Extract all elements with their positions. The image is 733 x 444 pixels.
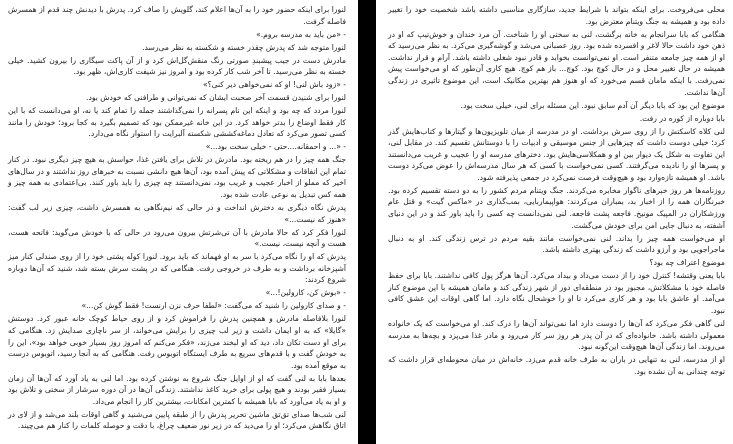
paragraph: لنورا بلافاصله مادرش و همچنین پدرش را فراموش کرد و از روی حیاط کوچک خانه عبور کرد. دوستش «گایلا» که به او ایمان داشت و زیر لب چیزی را برایش می‌خواند، از سر ناچاری صدایش زد. هنگامی که برای او دست تکان داد، دید که او لبخند می‌زند، «فکر می‌کنم که امروز روز بسیار خوبی خواهد بود»، این را به خودش گفت و با قدم‌های سریع به طرف ایستگاه اتوبوس رفت. هنگامی که به آنجا رسید، اتوبوس درست به موقع آمده بود.: [8, 314, 346, 370]
paragraph: روزنامه‌ها هر روز خبرهای ناگوار مخابره می‌کردند. جنگ ویتنام مردم کشور را به دو دسته تقسیم کرده بود. خبرنگاران همه را از اخبار بد، بمباران می‌کردند: هواپیماربایی، بمب‌گذاری در «ماکس گیت» و قتل عام ورزشکاران در المپیک مونیخ. فاجعه پشت فاجعه. لنی نمی‌دانست چه کسی را باید باور کند و در این دنیای آشفته، به دنبال جایی امن برای خودش می‌گشت.: [388, 185, 725, 230]
right-page: [376, 0, 733, 444]
paragraph: لنورا برای اینکه حضور خود را به آن‌ها اعلام کند، گلویش را صاف کرد. پدرش با دیدنش چند قدم از همسرش فاصله گرفت.: [8, 5, 346, 26]
paragraph: - «بوش کن، کارولین!...»: [265, 288, 346, 298]
paragraph: بابا یعنی وقتشه! کنترل خود را از دست می‌داد و بیداد می‌کرد. آن‌ها هرگز پول کافی نداشتند. بابا برای حفظ فاصله خود با مشکلاتش، مجبور بود در منطقه‌ای دور از شهر زندگی کند و مامان همیشه با این موضوع کنار می‌آمد. او عاشق بابا بود و هر کاری می‌کرد تا او را خوشحال نگاه دارد. اما گاهی اوقات این عشق کافی نبود.: [388, 271, 725, 315]
book-gutter: [358, 0, 376, 444]
paragraph: لنورا مردد که چه بود و اینکه این نام پسرانه را نمی‌گذاشتند جمله را تمام کند یا نه، او می‌دانست که با این کار فقط اوضاع را بدتر خواهد کرد. در این خانه غیرممکن بود که تصمیم بگیرد به کجا برود؛ خودش را مانند کسی تصور می‌کرد که تعادل دماغه‌کششی شکسته آلبرایت را استوار نگاه می‌دارد.: [8, 106, 346, 139]
paragraph: بابا دوباره از کوره در رفت.: [639, 113, 725, 123]
paragraph: لنی کلاه کاسکتش را از روی سرش برداشت. او در مدرسه از میان تلویزیون‌ها و گیتارها و کتاب‌هایش گذر کرد؛ خیلی دوست داشت که چیزهایی از جنس موسیقی و ادبیات را با دوستانش تقسیم کند. در مقابل لنی، این تفاوت به شکل یک دیوار بین او و همکلاسی‌هایش بود. دخترهای مدرسه او را عجیب و غریب می‌دانستند و پسرها او را نادیده می‌گرفتند. کسی نمی‌خواست با کسی که هر سال مدرسه‌اش را عوض می‌کرد دوست باشد. او همیشه تازه‌وارد بود و هیچ‌وقت فرصت نمی‌کرد در جمعی پذیرفته شود.: [388, 126, 725, 182]
paragraph: لنی شب‌ها صدای تق‌تق ماشین تحریر پدرش را از طبقه پایین می‌شنید و گاهی اوقات بلند می‌شد و از لای در اتاق نگاهش می‌کرد؛ او را می‌دید که در زیر نور ضعیف چراغ، با دقت و حوصله کلمات را کنار هم می‌چیند.: [8, 409, 346, 431]
paragraph: او می‌خواست همه چیز را بداند. لنی نمی‌خواست مانند بقیه مردم در ترس زندگی کند. او به دنبال ماجراجویی بود و آرزو داشت که زندگی بهتری داشته باشد.: [388, 233, 725, 255]
paragraph: - و صدای کارولین را شنید که می‌گفت: «لطفا حرف نزن ارنست! فقط گوش کن...»: [81, 301, 346, 311]
paragraph: پدرش نگاه دیگری به دخترش انداخت و در حالی که نیم‌نگاهی به همسرش داشت، چیزی زیر لب گفت: «هنوز که نیست...»: [8, 203, 346, 224]
paragraph: بعدها بابا به لنی گفت که او از اوایل جنگ شروع به نوشتن کرده بود. اما لنی به یاد آورد که آن‌ها آن زمان بسیار فقیر بودند و هیچ پولی برای خرید کاغذ نداشتند. زندگی آن‌ها در آن دوره سرشار از سختی و تلاش بود و او به یاد می‌آورد که بابا همیشه با کمترین امکانات، بیشترین کار را انجام می‌داد.: [8, 373, 346, 406]
paragraph: هنگامی که بابا سرانجام به خانه برگشت، لنی به سختی او را شناخت. آن مرد خندان و خوش‌تیپ که او در ذهن خود داشت حالا لاغر و افسرده شده بود. روز عصبانی می‌شد و گوشه‌گیری می‌کرد. به نظر می‌رسید که او از همه چیز جامعه متنفر است. او نمی‌توانست بخوابد و قادر نبود شغلی داشته باشد. آرام و قرار نداشت. همیشه در حال تغییر محل و در حال کوچ بود. کوچ... باز هم کوچ. هیچ کاری آن‌طور که او می‌خواست پیش نمی‌رفت. با اینکه مامان قسم می‌خورد که او هنوز هم بهترین مکانیک است، این موضوع تاثیری در زندگی آن‌ها نداشت.: [388, 29, 725, 97]
paragraph: موضوع این بود که بابا دیگر آن آدم سابق نبود. این مسئله برای لنی، خیلی سخت بود.: [460, 100, 725, 110]
paragraph: لنورا متوجه شد که پدرش چقدر خسته و شکسته به نظر می‌رسد.: [142, 42, 346, 52]
paragraph: - «من باید به مدرسه بروم.»: [256, 29, 346, 39]
paragraph: موضوع اعتراف چه بود؟: [649, 258, 725, 268]
paragraph: - «زود باش لنی! او که نمی‌خواهی دیر کنی؟»: [202, 80, 346, 90]
paragraph: او از مدرسه، لنی به تنهایی در باران به طرف خانه قدم می‌زد. خانه‌اش در میان محوطه‌ای قرار داشت که توجه چندانی به آن نشده بود.: [388, 355, 725, 376]
paragraph: لنی گاهی فکر می‌کرد که آن‌ها را دوست دارد اما نمی‌تواند آن‌ها را درک کند. او می‌خواست که یک خانواده معمولی داشته باشد. خانواده‌ای که در آن پدر هر روز سر کار می‌رود و مادر غذا می‌پزد و بچه‌ها به مدرسه می‌روند. اما زندگی آن‌ها هیچ‌وقت این‌گونه نبود.: [388, 318, 725, 352]
right-text-column: [388, 4, 725, 377]
paragraph: پدرش که او را نگاه می‌کرد با سر به او فهماند که باید برود. لنورا کوله پشتی خود را از روی صندلی کنار میز آشپزخانه برداشت و به طرف در خروجی رفت. هنگامی که در پشت سرش بسته شد، شنید که آن‌ها دوباره شروع کردند:: [8, 252, 346, 285]
paragraph: محلی می‌فروخت. برای اینکه بتواند با شرایط جدید، سازگاری مناسبی داشته باشد شخصیت خود را تغییر داده بود و همیشه به جنگ ویتنام معترض بود.: [388, 5, 725, 26]
paragraph: - «... و احمقانه....حتی - خیلی سخت بود...»: [205, 142, 346, 152]
left-text-column: [8, 4, 346, 432]
paragraph: مادرش دست در جیب پیشبندِ صورتی رنگ منقش‌گل‌اش کرد و از آن پاکت سیگاری را بیرون کشید. خیلی خسته به نظر می‌رسید. تا آخر شب کار کرده بود و امروز نیز شیفت کاری‌اش، ظهر بود.: [8, 55, 346, 77]
paragraph: لنورا فکر کرد که حالا مادرش با آن تی‌شرتش بیرون می‌رود در حالی که با خودش می‌گوید: فاتحه هست، هست و آنچه نیست، نیست.»: [8, 227, 346, 249]
paragraph: لنورا برای شنیدن قسمت آخر صحبت ایشان که نمی‌توانی و طرافنی که خودش بود.: [86, 93, 346, 103]
paragraph: جنگ همه چیز را در هم ریخته بود. مادرش در تلاش برای یافتن غذا، حواسش به هیچ چیز دیگری نبود. در کنار تمام این اتفاقات و مشکلاتی که پیش آمده بود، آن‌ها هیچ دانشی نسبت به خبرهای روز نداشتند و در سال‌های اخیر که مملو از اخبار عجیب و غریب بود، نمی‌دانستند چه چیزی را باید باور کنند. بی‌اعتمادی به همه چیز و همه کس تبدیل به نوعی عادت شده بود.: [8, 155, 346, 200]
left-page: [0, 0, 358, 444]
